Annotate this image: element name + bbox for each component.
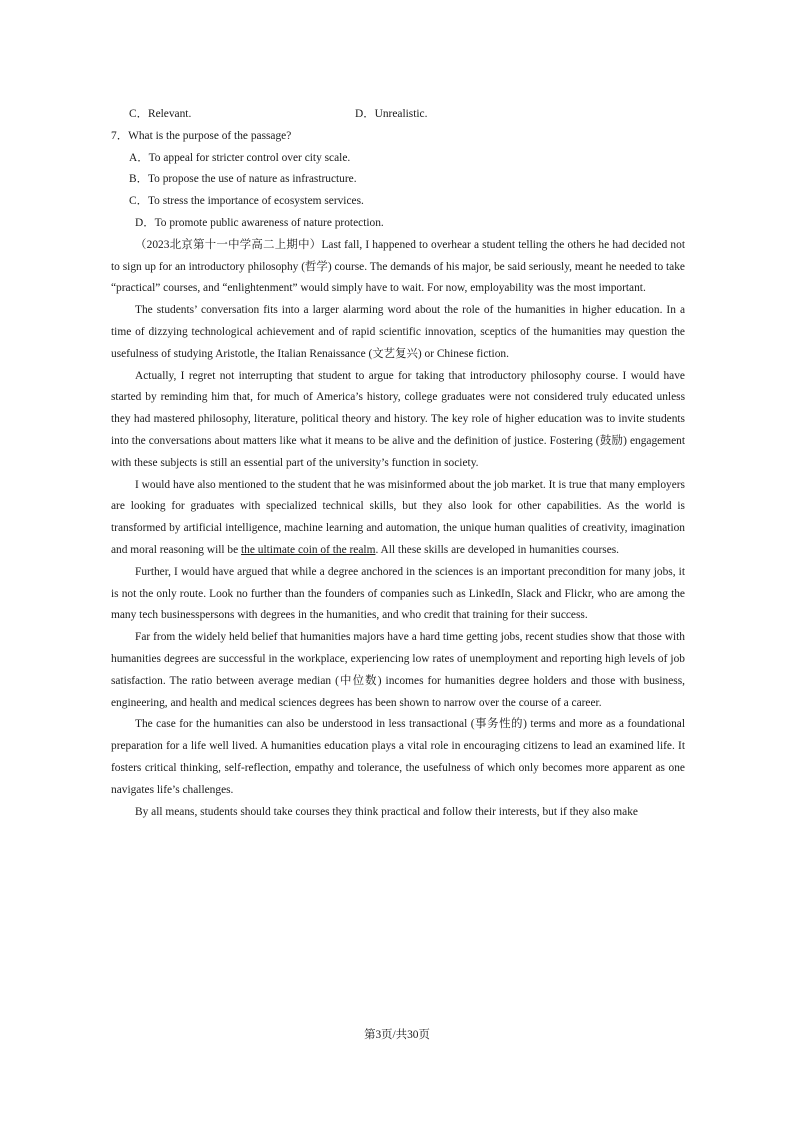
q7-option-b: B．To propose the use of nature as infrastructure. xyxy=(129,173,357,186)
passage-p4-text-after: . All these skills are developed in humanities courses. xyxy=(375,543,620,556)
passage-paragraph-4 xyxy=(111,475,685,562)
passage-paragraph-6: Far from the widely held belief that humanities majors have a hard time getting jobs, recent studies show that those with humanities degrees are successful in the workplace, experiencing low rates of unemployment and reporting high levels of job satisfaction. The ratio between average median (中位数) incomes for humanities degree holders and those with business, engineering, and health and medical sciences degrees has been shown to narrow over the course of a career. xyxy=(111,631,685,709)
q7-option-c: C．To stress the importance of ecosystem services. xyxy=(129,195,364,208)
page-number: 第3页/共30页 xyxy=(364,1029,430,1041)
page-content xyxy=(111,104,685,823)
q7-option-d: D．To promote public awareness of nature protection. xyxy=(135,216,384,229)
passage-paragraph-3: Actually, I regret not interrupting that student to argue for taking that introductory philosophy course. I would have started by reminding him that, for much of America’s history, college graduates were not considered truly educated unless they had mastered philosophy, literature, political theory and history. The key role of higher education was to invite students into the conversations about matters like what it means to be alive and the definition of justice. Fostering (鼓励) engagement with these subjects is still an essential part of the university’s function in society. xyxy=(111,369,685,469)
passage-paragraph-5: Further, I would have argued that while a degree anchored in the sciences is an important precondition for many jobs, it is not the only route. Look no further than the founders of companies such as LinkedIn, Slack and Flickr, who are among the many tech businesspersons with degrees in the humanities, and who credit that training for their success. xyxy=(111,565,685,622)
page-footer xyxy=(0,1026,794,1042)
underlined-phrase: the ultimate coin of the realm xyxy=(241,543,376,556)
passage-paragraph-1: （2023北京第十一中学高二上期中）Last fall, I happened to overhear a student telling the others he had decided not to sign up for an introductory philosophy (哲学) course. The demands of his major, be said seriously, meant he needed to take “practical” courses, and “enlightenment” would simply have to wait. For now, employability was the most important. xyxy=(111,238,685,295)
q6-option-d: D．Unrealistic. xyxy=(355,108,428,120)
q6-options-row xyxy=(111,104,685,126)
passage-paragraph-7: The case for the humanities can also be understood in less transactional (事务性的) terms and more as a foundational preparation for a life well lived. A humanities education plays a vital role in encouraging citizens to lead an examined life. It fosters critical thinking, self-reflection, empathy and tolerance, the usefulness of which only becomes more apparent as one navigates life’s challenges. xyxy=(111,718,685,796)
passage-p4-text-before: I would have also mentioned to the student that he was misinformed about the job market. It is true that many employers are looking for graduates with specialized technical skills, but they also look for other capabilities. As the world is transformed by artificial intelligence, machine learning and automation, the unique human qualities of creativity, imagination and moral reasoning will be xyxy=(111,478,685,556)
passage-paragraph-8: By all means, students should take courses they think practical and follow their interests, but if they also make xyxy=(135,805,638,818)
q6-option-c: C．Relevant. xyxy=(129,108,192,120)
q7-question: 7．What is the purpose of the passage? xyxy=(111,129,292,142)
passage-paragraph-2: The students’ conversation fits into a larger alarming word about the role of the humanities in higher education. In a time of dizzying technological achievement and of rapid scientific innovation, sceptics of the humanities may question the usefulness of studying Aristotle, the Italian Renaissance (文艺复兴) or Chinese fiction. xyxy=(111,304,685,360)
q7-option-a: A．To appeal for stricter control over city scale. xyxy=(129,151,351,164)
